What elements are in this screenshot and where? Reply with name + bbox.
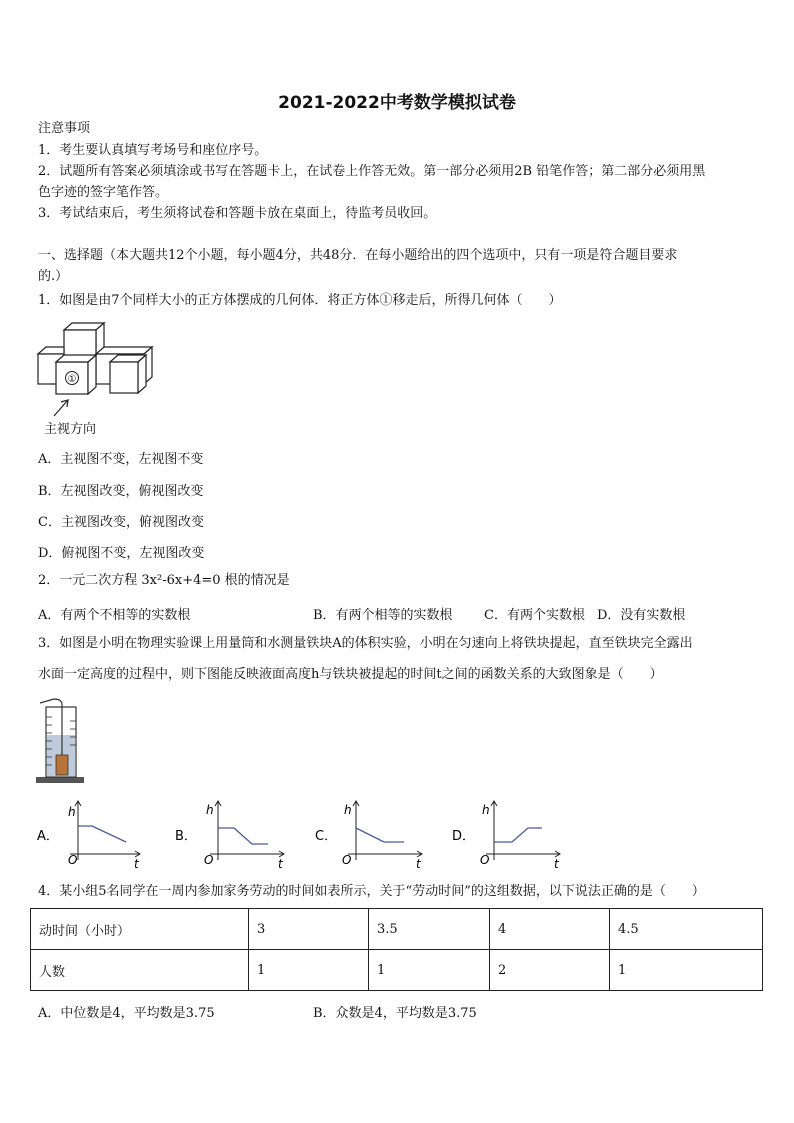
q4-option-b[interactable]: B．众数是4，平均数是3.75 (313, 1006, 477, 1021)
graph-c[interactable] (315, 801, 422, 870)
table-cell: 4 (490, 909, 610, 950)
q2-stem: 2．一元二次方程 3x²-6x+4=0 根的情况是 (38, 573, 290, 588)
table-header-cell: 动时间（小时） (31, 909, 249, 950)
graph-a-label: A． (37, 829, 59, 844)
table-cell: 1 (369, 950, 490, 991)
table-cell: 3.5 (369, 909, 490, 950)
q2-option-a[interactable]: A．有两个不相等的实数根 (38, 608, 191, 623)
graph-a[interactable] (37, 801, 140, 870)
axis-h-label: h (344, 803, 352, 817)
notice-item: 3．考试结束后，考生须将试卷和答题卡放在桌面上，待监考员收回。 (38, 206, 437, 221)
q4-data-table (30, 908, 763, 991)
origin-label: O (204, 853, 214, 867)
q1-option-b[interactable]: B．左视图改变，俯视图改变 (38, 484, 204, 499)
axis-h-label: h (68, 805, 76, 819)
table-cell: 3 (249, 909, 369, 950)
notice-item: 色字迹的签字笔作答。 (38, 185, 169, 200)
table-row (31, 950, 763, 991)
q4-option-a[interactable]: A．中位数是4，平均数是3.75 (38, 1006, 215, 1021)
axis-h-label: h (206, 803, 214, 817)
page-title: 2021-2022中考数学模拟试卷 (278, 93, 516, 113)
q2-option-c[interactable]: C．有两个实数根 (484, 608, 585, 623)
view-direction-arrow (54, 400, 68, 416)
notice-item: 1．考生要认真填写考场号和座位序号。 (38, 143, 268, 158)
axis-h-label: h (482, 803, 490, 817)
graph-d[interactable] (452, 801, 560, 870)
graph-c-label: C． (315, 829, 338, 844)
origin-label: O (68, 853, 78, 867)
origin-label: O (480, 853, 490, 867)
table-row (31, 909, 763, 950)
axis-t-label: t (278, 857, 283, 870)
q3-graph-options (30, 798, 770, 870)
cube-mark: ① (67, 374, 77, 385)
q2-option-b[interactable]: B．有两个相等的实数根 (313, 608, 453, 623)
table-cell: 4.5 (610, 909, 763, 950)
section-heading-cont: 的.） (38, 269, 69, 284)
axis-t-label: t (416, 857, 421, 870)
q3-stem-cont: 水面一定高度的过程中，则下图能反映液面高度h与铁块被提起的时间t之间的函数关系的大致图象是（ ） (38, 667, 663, 682)
q1-option-a[interactable]: A．主视图不变，左视图不变 (38, 452, 204, 467)
q1-option-c[interactable]: C．主视图改变，俯视图改变 (38, 515, 204, 530)
origin-label: O (342, 853, 352, 867)
notice-heading: 注意事项 (38, 121, 91, 136)
q4-stem: 4．某小组5名同学在一周内参加家务劳动的时间如表所示，关于“劳动时间”的这组数据，以下说法正确的是（ ） (38, 884, 705, 899)
q1-stem: 1．如图是由7个同样大小的正方体摆成的几何体．将正方体①移走后，所得几何体（ ） (38, 293, 562, 308)
graph-b[interactable] (175, 801, 284, 870)
graph-d-label: D． (452, 829, 476, 844)
table-cell: 2 (490, 950, 610, 991)
section-heading: 一、选择题（本大题共12个小题，每小题4分，共48分．在每小题给出的四个选项中，只有一项是符合题目要求 (38, 248, 678, 263)
axis-t-label: t (554, 857, 559, 870)
q3-cylinder-figure (36, 697, 96, 787)
table-cell: 1 (610, 950, 763, 991)
q1-option-d[interactable]: D．俯视图不变，左视图改变 (38, 546, 205, 561)
axis-t-label: t (134, 857, 139, 870)
graph-b-label: B． (175, 829, 197, 844)
q1-figure-caption: 主视方向 (44, 422, 97, 437)
table-header-cell: 人数 (31, 950, 249, 991)
q3-stem: 3．如图是小明在物理实验课上用量筒和水测量铁块A的体积实验，小明在匀速向上将铁块提起，直至铁块完全露出 (38, 636, 693, 651)
table-cell: 1 (249, 950, 369, 991)
notice-item: 2．试题所有答案必须填涂或书写在答题卡上，在试卷上作答无效。第一部分必须用2B 铅笔作答；第二部分必须用黑 (38, 164, 706, 179)
q2-option-d[interactable]: D．没有实数根 (597, 608, 686, 623)
